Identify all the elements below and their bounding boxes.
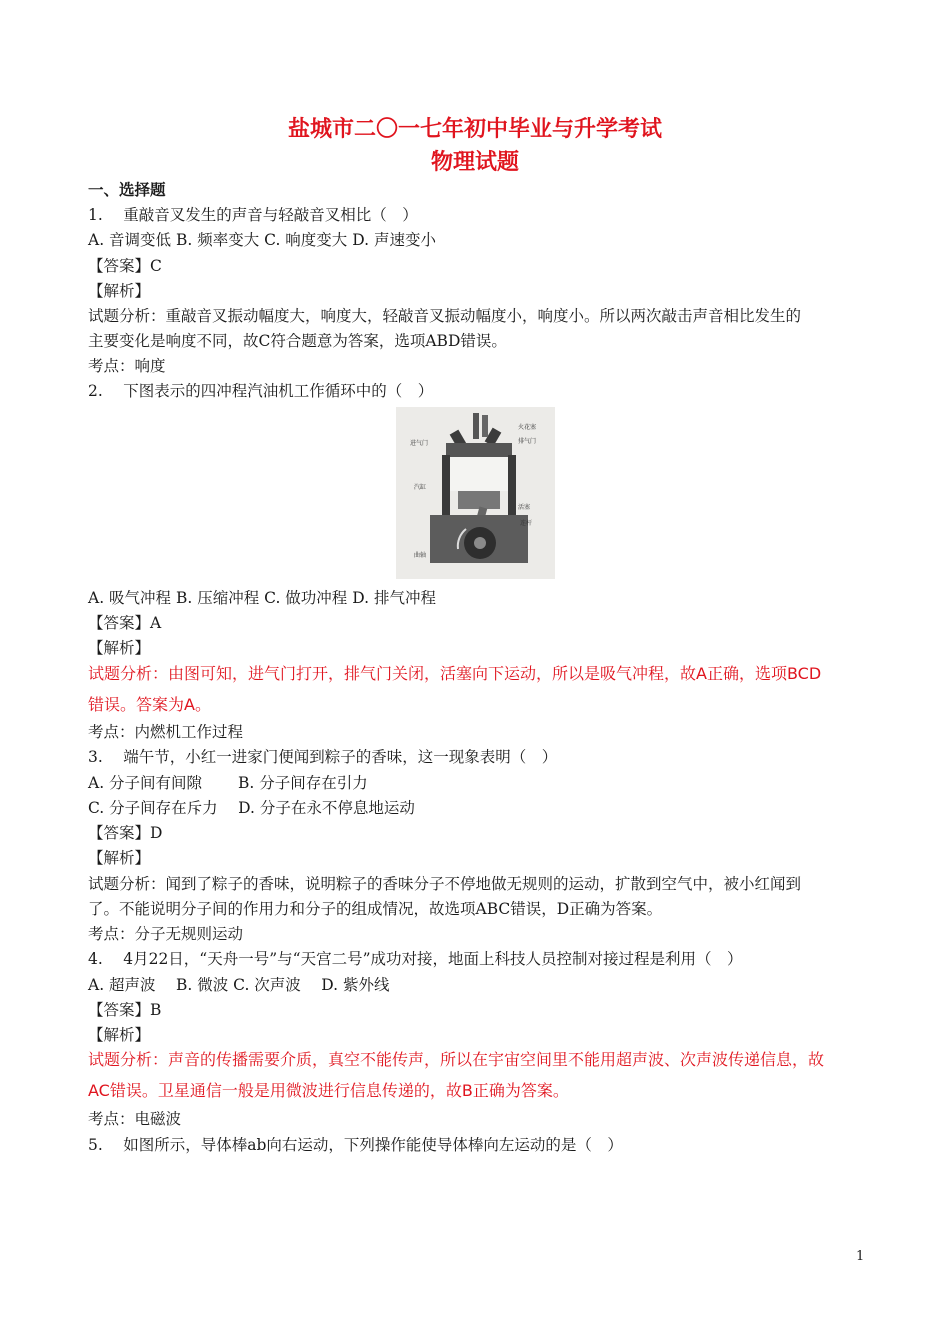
q1-options: A. 音调变低 B. 频率变大 C. 响度变大 D. 声速变小 [88,231,436,249]
page-subtitle: 物理试题 [430,150,519,175]
q4-analysis-label: 【解析】 [88,1026,151,1044]
label-cylinder: 汽缸 [414,484,427,491]
page-title: 盐城市二〇一七年初中毕业与升学考试 [287,117,662,142]
q1-analysis-line-1: 试题分析：重敲音叉振动幅度大，响度大，轻敲音叉振动幅度小，响度小。所以两次敲击声音相比发生的 [88,307,802,325]
q3-point: 考点：分子无规则运动 [88,925,244,943]
q4-point: 考点：电磁波 [88,1110,182,1128]
page-number: 1 [856,1249,865,1264]
engine-diagram-drawing [396,407,555,579]
q5-stem: 5. 如图所示，导体棒ab向右运动，下列操作能使导体棒向左运动的是（ ） [88,1136,623,1154]
q3-options-1: A. 分子间有间隙 B. 分子间存在引力 [88,774,368,792]
q3-options-2: C. 分子间存在斥力 D. 分子在永不停息地运动 [88,799,415,817]
q4-analysis-line-1: 试题分析：声音的传播需要介质，真空不能传声，所以在宇宙空间里不能用超声波、次声波传递信息，故 [88,1050,825,1069]
q2-answer: 【答案】A [88,614,162,632]
q1-analysis-line-2: 主要变化是响度不同，故C符合题意为答案，选项ABD错误。 [88,332,507,350]
q3-analysis-line-1: 试题分析：闻到了粽子的香味，说明粽子的香味分子不停地做无规则的运动，扩散到空气中，被小红闻到 [88,875,802,893]
q3-analysis-line-2: 了。不能说明分子间的作用力和分子的组成情况，故选项ABC错误，D正确为答案。 [88,900,663,918]
q3-stem: 3. 端午节，小红一进家门便闻到粽子的香味，这一现象表明（ ） [88,748,558,766]
q2-analysis-line-2: 错误。答案为A。 [88,695,211,714]
q2-analysis-label: 【解析】 [88,639,151,657]
q2-point: 考点：内燃机工作过程 [88,723,244,741]
q4-stem: 4. 4月22日，“天舟一号”与“天宫二号”成功对接，地面上科技人员控制对接过程是利用（ ） [88,950,743,968]
q2-options: A. 吸气冲程 B. 压缩冲程 C. 做功冲程 D. 排气冲程 [88,589,436,607]
label-piston: 活塞 [518,504,531,511]
q3-answer: 【答案】D [88,824,163,842]
label-exhaust-valve: 排气门 [518,438,537,445]
label-crankshaft: 曲轴 [414,552,427,559]
label-intake-valve: 进气门 [410,440,429,447]
q1-stem: 1. 重敲音叉发生的声音与轻敲音叉相比（ ） [88,206,418,224]
q3-analysis-label: 【解析】 [88,849,151,867]
section-heading: 一、选择题 [88,181,166,199]
q1-point: 考点：响度 [88,357,166,375]
q2-analysis-line-1: 试题分析：由图可知，进气门打开，排气门关闭，活塞向下运动，所以是吸气冲程，故A正确，选项BCD [88,664,822,683]
label-spark-plug: 火花塞 [518,424,537,431]
engine-diagram [396,407,555,579]
q4-answer: 【答案】B [88,1001,162,1019]
label-connecting-rod: 连杆 [520,520,533,527]
q4-analysis-line-2: AC错误。卫星通信一般是用微波进行信息传递的，故B正确为答案。 [88,1081,569,1100]
q4-options: A. 超声波 B. 微波 C. 次声波 D. 紫外线 [88,976,390,994]
q1-analysis-label: 【解析】 [88,282,151,300]
q2-stem: 2. 下图表示的四冲程汽油机工作循环中的（ ） [88,382,434,400]
q1-answer: 【答案】C [88,257,162,275]
